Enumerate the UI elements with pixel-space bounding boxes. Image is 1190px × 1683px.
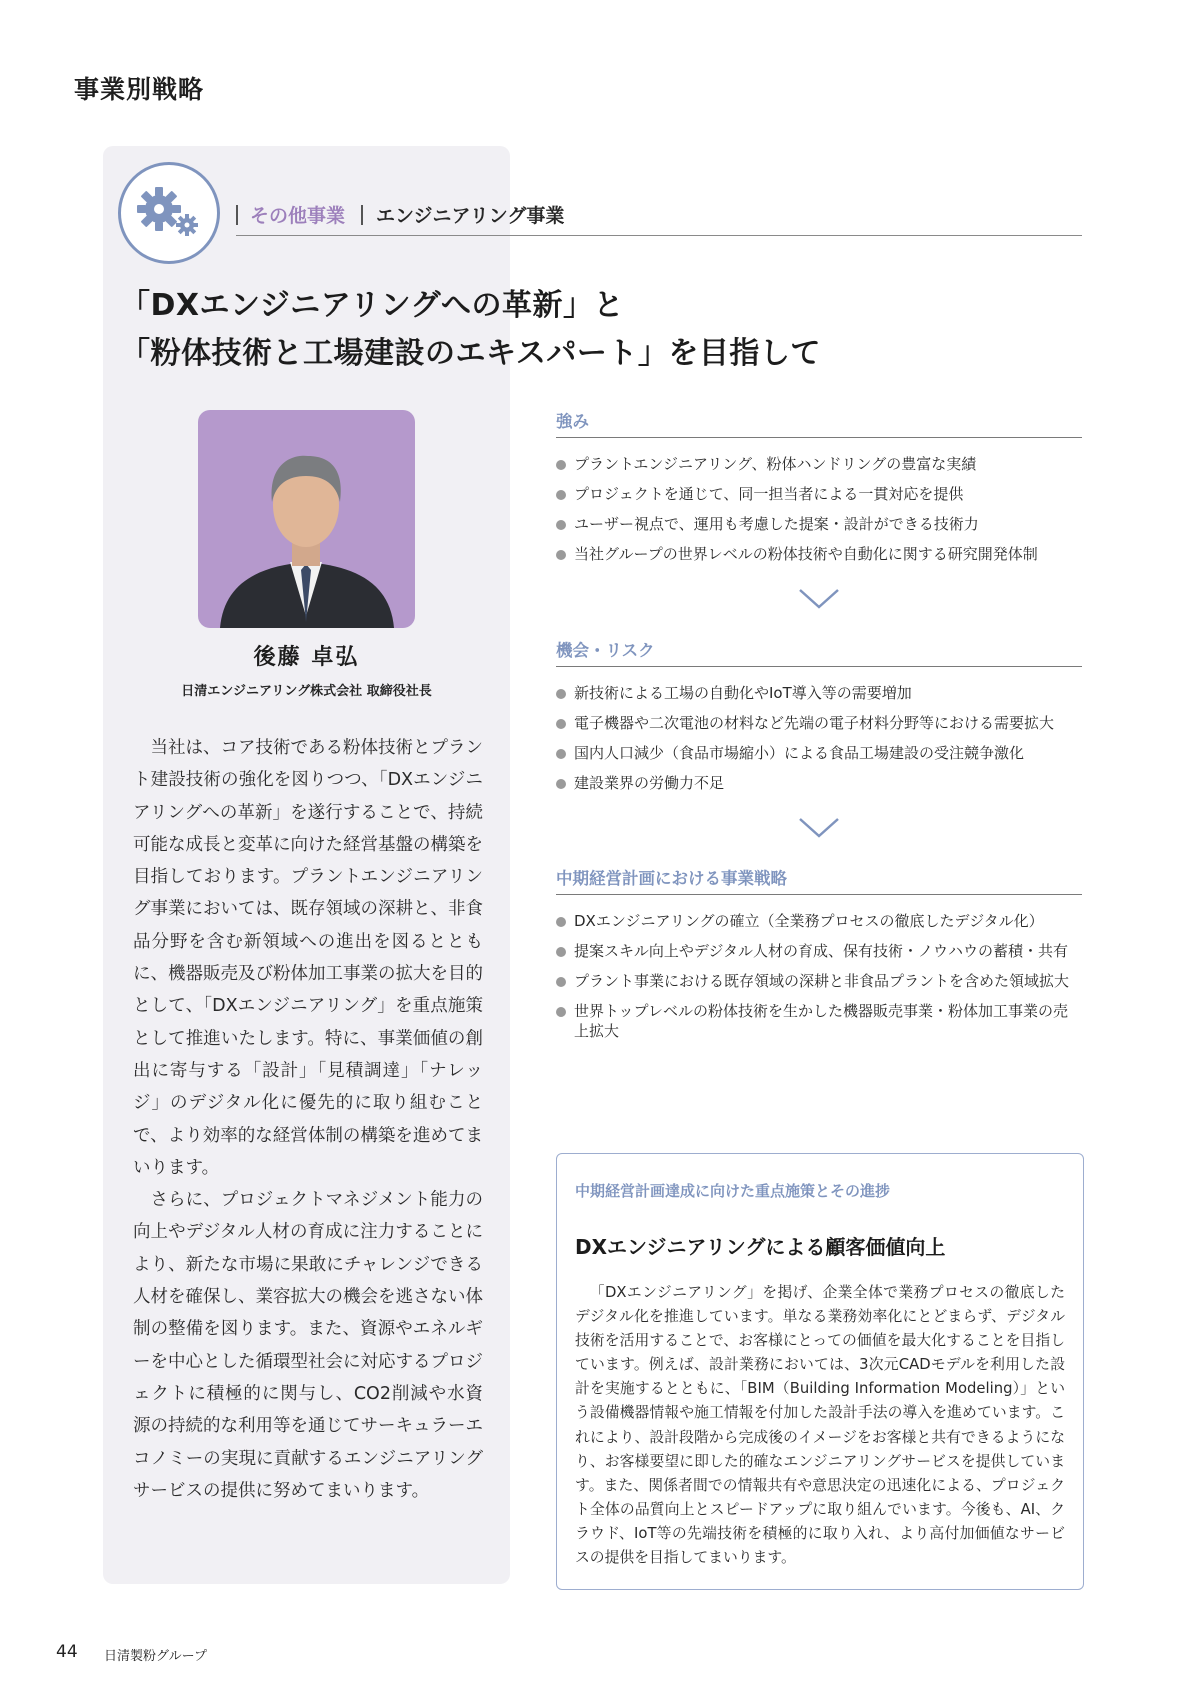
chevron-down-icon [798, 817, 840, 839]
focus-title: DXエンジニアリングによる顧客価値向上 [575, 1235, 946, 1259]
list-item: 提案スキル向上やデジタル人材の育成、保有技術・ノウハウの蓄積・共有 [556, 941, 1082, 961]
section-label: 事業別戦略 [74, 75, 205, 104]
chevron-down-icon [798, 588, 840, 610]
category-header [236, 201, 1082, 236]
executive-title: 日清エンジニアリング株式会社 取締役社長 [181, 684, 432, 699]
executive-portrait [198, 410, 415, 628]
executive-message [133, 732, 483, 1507]
divider [236, 205, 238, 225]
bullet-icon [556, 977, 566, 987]
headline-line-1: 「DXエンジニアリングへの革新」と [120, 288, 624, 323]
list-item: 建設業界の労働力不足 [556, 773, 1082, 793]
list-item: プロジェクトを通じて、同一担当者による一貫対応を提供 [556, 484, 1082, 504]
strategy-heading: 中期経営計画における事業戦略 [556, 865, 1082, 895]
headline-line-2: 「粉体技術と工場建設のエキスパート」を目指して [120, 336, 821, 371]
strengths-section [556, 408, 1082, 574]
company-name: 日清製粉グループ [104, 1649, 207, 1664]
list-item: 国内人口減少（食品市場縮小）による食品工場建設の受注競争激化 [556, 743, 1082, 763]
focus-paragraph: 「DXエンジニアリング」を掲げ、企業全体で業務プロセスの徹底したデジタル化を推進しています。単なる業務効率化にとどまらず、デジタル技術を活用することで、お客様にとっての価値を最大化することを目指しています。例えば、設計業務においては、3次元CADモデルを利用した設計を実施するとともに、「BIM（Building Information Modeling）」という設備機器情報や施工情報を付加した設計手法の導入を進めています。これにより、設計段階から完成後のイメージをお客様と共有できるようになり、お客様要望に即した的確なエンジニアリングサービスを提供しています。また、関係者間での情報共有や意思決定の迅速化による、プロジェクト全体の品質向上とスピードアップに取り組んでいます。今後も、AI、クラウド、IoT等の先端技術を積極的に取り入れ、より高付加価値なサービスの提供を目指してまいります。 [575, 1284, 1065, 1567]
list-item: プラントエンジニアリング、粉体ハンドリングの豊富な実績 [556, 454, 1082, 474]
strategy-section [556, 865, 1082, 1051]
opportunities-heading: 機会・リスク [556, 637, 1082, 667]
list-item: プラント事業における既存領域の深耕と非食品プラントを含めた領域拡大 [556, 971, 1082, 991]
bullet-icon [556, 689, 566, 699]
focus-label: 中期経営計画達成に向けた重点施策とその進捗 [575, 1182, 891, 1200]
bullet-icon [556, 490, 566, 500]
bullet-icon [556, 550, 566, 560]
list-item: 新技術による工場の自動化やIoT導入等の需要増加 [556, 683, 1082, 703]
message-paragraph: 当社は、コア技術である粉体技術とプラント建設技術の強化を図りつつ、「DXエンジニアリングへの革新」を遂行することで、持続可能な成長と変革に向けた経営基盤の構築を目指しております。プラントエンジニアリング事業においては、既存領域の深耕と、非食品分野を含む新領域への進出を図るとともに、機器販売及び粉体加工事業の拡大を目的として、「DXエンジニアリング」を重点施策として推進いたします。特に、事業価値の創出に寄与する「設計」「見積調達」「ナレッジ」のデジタル化に優先的に取り組むことで、より効率的な経営体制の構築を進めてまいります。 [133, 738, 483, 1178]
page-number: 44 [56, 1642, 78, 1662]
list-item: DXエンジニアリングの確立（全業務プロセスの徹底したデジタル化） [556, 911, 1082, 931]
bullet-icon [556, 719, 566, 729]
category-business-name: エンジニアリング事業 [376, 205, 565, 227]
bullet-icon [556, 1007, 566, 1017]
list-item: 当社グループの世界レベルの粉体技術や自動化に関する研究開発体制 [556, 544, 1082, 564]
category-other-business: その他事業 [250, 205, 346, 227]
opportunities-risks-section [556, 637, 1082, 803]
list-item: ユーザー視点で、運用も考慮した提案・設計ができる技術力 [556, 514, 1082, 534]
page-headline [120, 282, 821, 378]
focus-body [575, 1281, 1065, 1570]
list-item: 電子機器や二次電池の材料など先端の電子材料分野等における需要拡大 [556, 713, 1082, 733]
bullet-icon [556, 779, 566, 789]
strengths-heading: 強み [556, 408, 1082, 438]
bullet-icon [556, 460, 566, 470]
bullet-icon [556, 520, 566, 530]
focus-initiative-box [556, 1153, 1084, 1590]
list-item: 世界トップレベルの粉体技術を生かした機器販売事業・粉体加工事業の売上拡大 [556, 1001, 1082, 1041]
message-paragraph: さらに、プロジェクトマネジメント能力の向上やデジタル人材の育成に注力することにより、新たな市場に果敢にチャレンジできる人材を確保し、業容拡大の機会を逃さない体制の整備を図ります。また、資源やエネルギーを中心とした循環型社会に対応するプロジェクトに積極的に関与し、CO2削減や水資源の持続的な利用等を通じてサーキュラーエコノミーの実現に貢献するエンジニアリングサービスの提供に努めてまいります。 [133, 1190, 483, 1501]
bullet-icon [556, 917, 566, 927]
gears-icon [118, 162, 220, 264]
bullet-icon [556, 749, 566, 759]
bullet-icon [556, 947, 566, 957]
executive-name: 後藤 卓弘 [253, 645, 360, 670]
divider [361, 205, 363, 225]
